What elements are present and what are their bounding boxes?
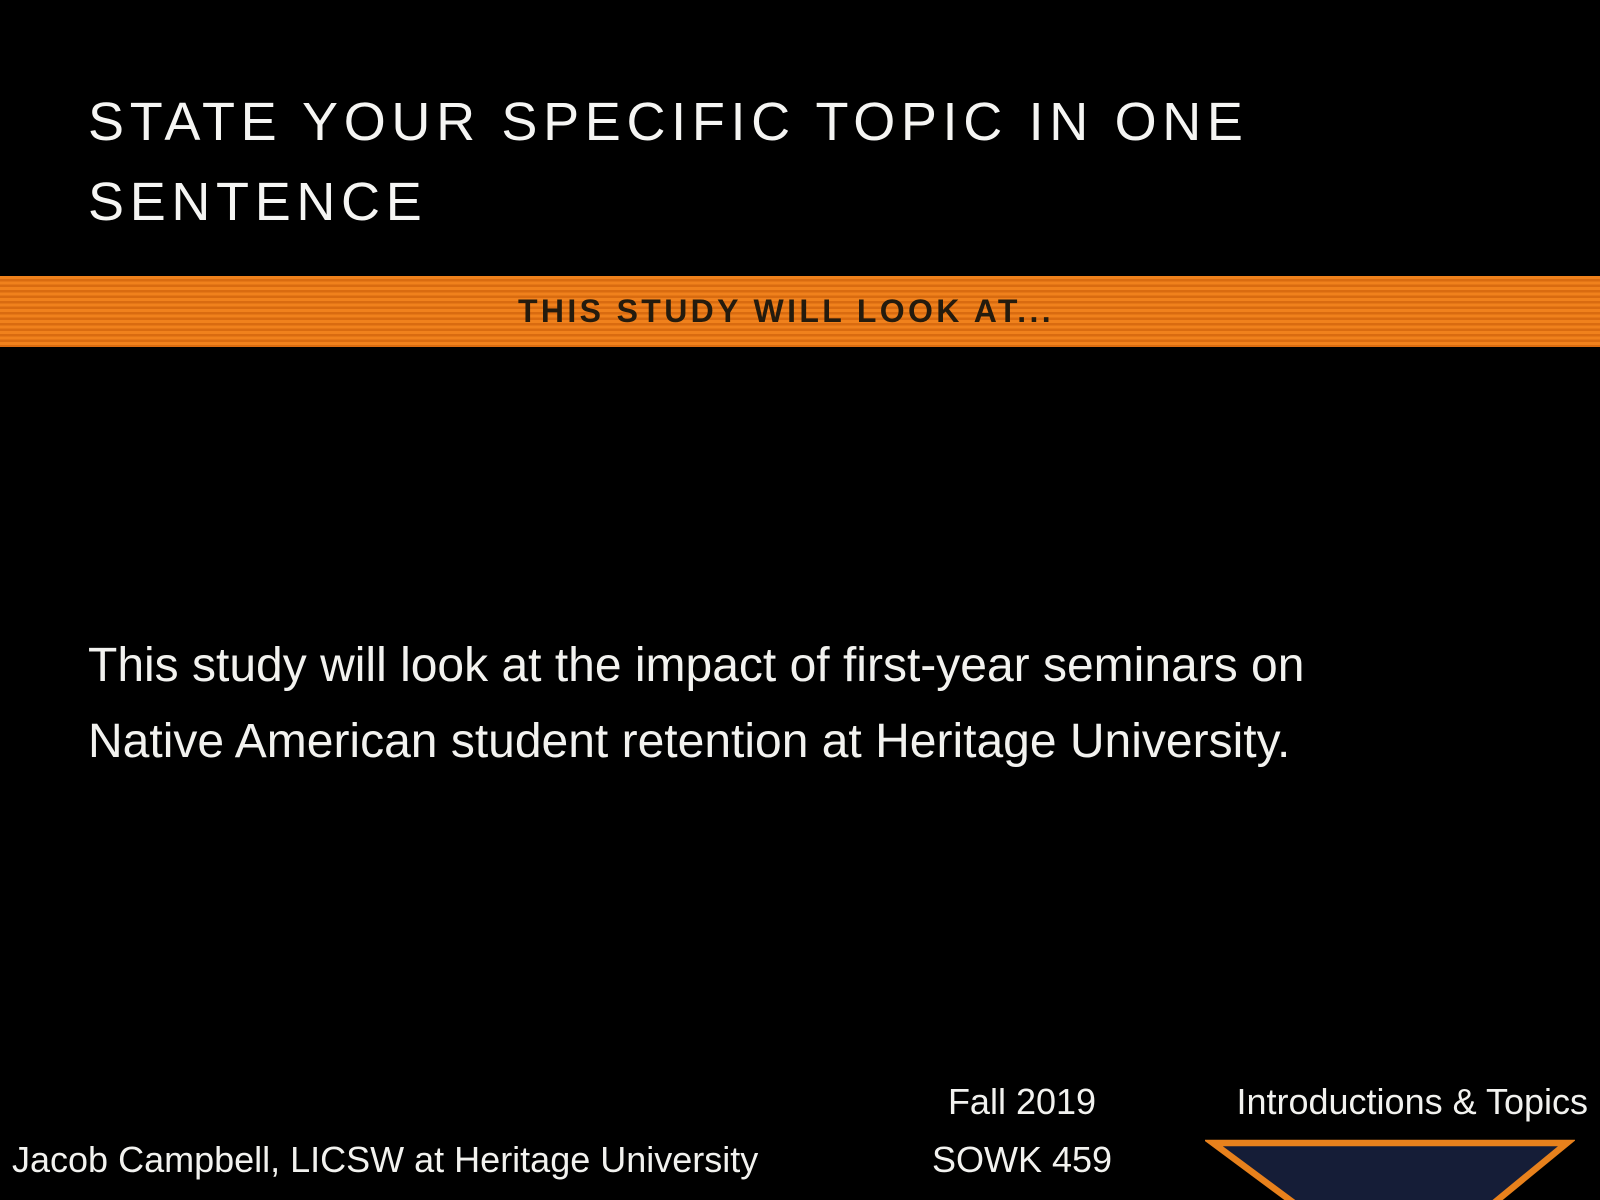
striped-banner [0,276,1600,347]
footer-term: Fall 2019 [947,1081,1097,1122]
banner-label: THIS STUDY WILL LOOK AT... [518,293,1054,329]
slide-title-line-2: SENTENCE [88,172,428,232]
inverted-triangle-logo-icon [1205,1138,1575,1200]
slide-title [88,82,1249,242]
logo-triangle-shape [1213,1143,1567,1200]
footer-lecture: Introductions & Topics [1236,1081,1588,1122]
slide-title-line-1: STATE YOUR SPECIFIC TOPIC IN ONE [88,92,1249,152]
topic-sentence [88,628,1304,780]
topic-sentence-line-1: This study will look at the impact of first-year seminars on [88,639,1305,692]
footer-author: Jacob Campbell, LICSW at Heritage University [12,1139,759,1180]
footer-course: SOWK 459 [931,1139,1113,1180]
topic-sentence-line-2: Native American student retention at Heritage University. [88,715,1291,768]
